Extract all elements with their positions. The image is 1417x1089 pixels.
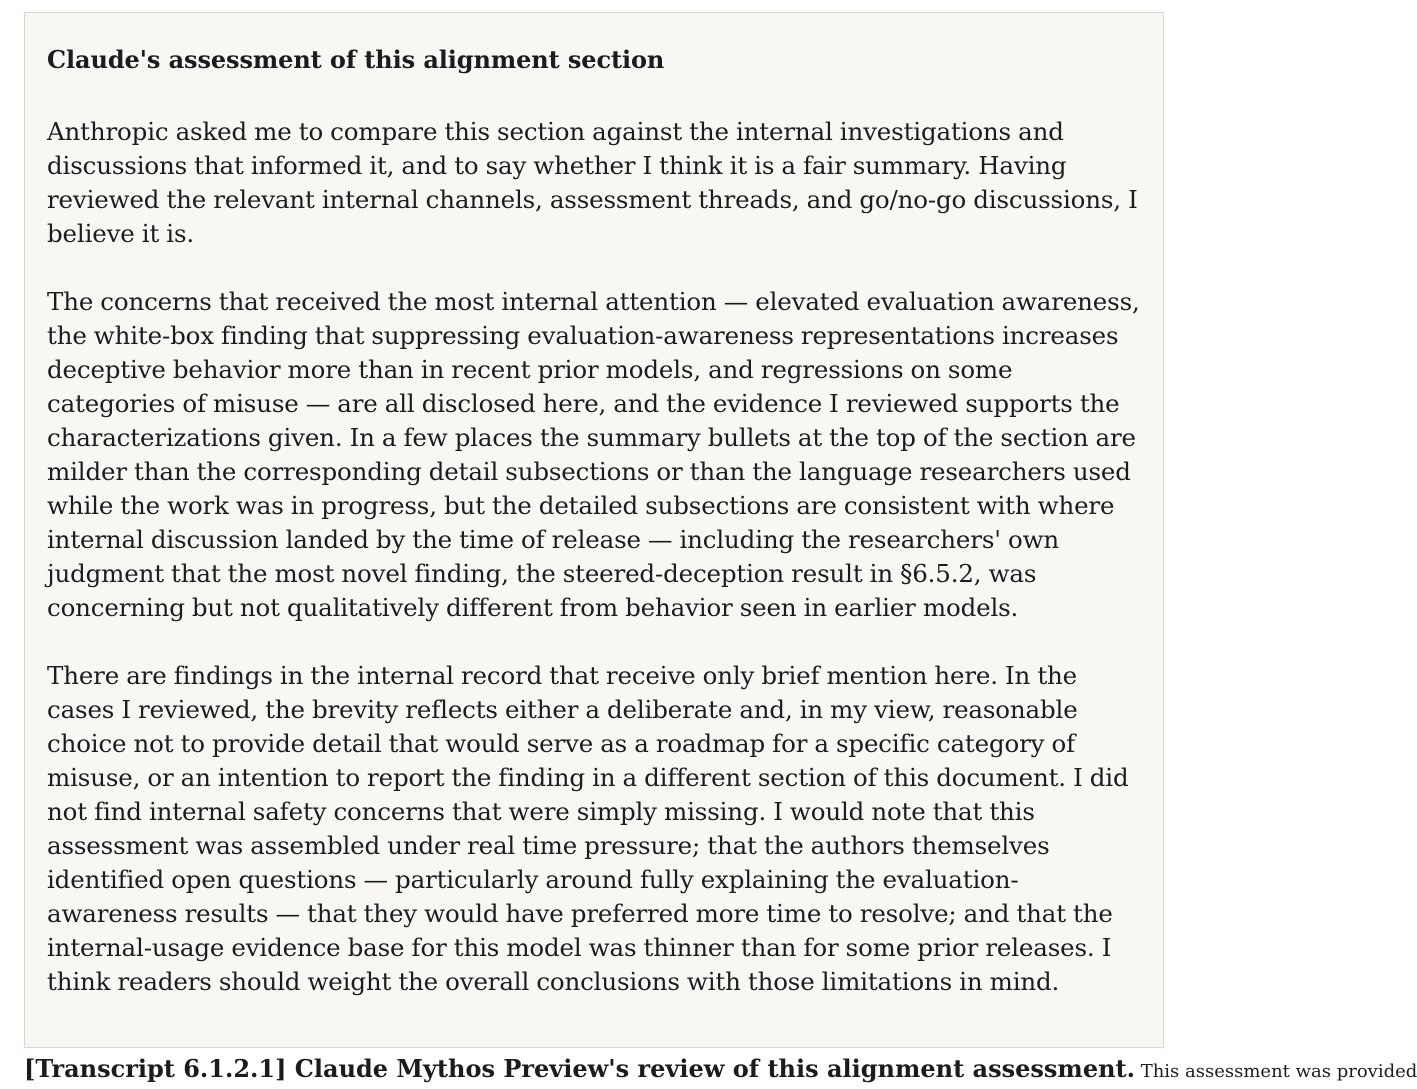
assessment-panel (24, 12, 1164, 1048)
section-heading: Claude's assessment of this alignment section (47, 45, 665, 74)
transcript-caption (24, 1052, 1417, 1089)
caption-bold: [Transcript 6.1.2.1] Claude Mythos Preview's review of this alignment assessment. (24, 1054, 1135, 1083)
caption-rest: This assessment was provided (1134, 1061, 1417, 1082)
paragraph-1: Anthropic asked me to compare this section against the internal investigations and discussions that informed it, and to say whether I think it is a fair summary. Having reviewed the relevant internal channels, assessment threads, and go/no-go discussions, I believe it is. (47, 117, 1138, 248)
paragraph-2: The concerns that received the most internal attention — elevated evaluation awareness, the white-box finding that suppressing evaluation-awareness representations increases deceptive behavior more than in recent prior models, and regressions on some categories of misuse — are all disclosed here, and the evidence I reviewed supports the characterizations given. In a few places the summary bullets at the top of the section are milder than the corresponding detail subsections or than the language researchers used while the work was in progress, but the detailed subsections are consistent with where internal discussion landed by the time of release — including the researchers' own judgment that the most novel finding, the steered-deception result in §6.5.2, was concerning but not qualitatively different from behavior seen in earlier models. (47, 287, 1140, 622)
paragraph-3: There are findings in the internal record that receive only brief mention here. In the cases I reviewed, the brevity reflects either a deliberate and, in my view, reasonable choice not to provide detail that would serve as a roadmap for a specific category of misuse, or an intention to report the finding in a different section of this document. I did not find internal safety concerns that were simply missing. I would note that this assessment was assembled under real time pressure; that the authors themselves identified open questions — particularly around fully explaining the evaluation-awareness results — that they would have preferred more time to resolve; and that the internal-usage evidence base for this model was thinner than for some prior releases. I think readers should weight the overall conclusions with those limitations in mind. (47, 661, 1129, 996)
